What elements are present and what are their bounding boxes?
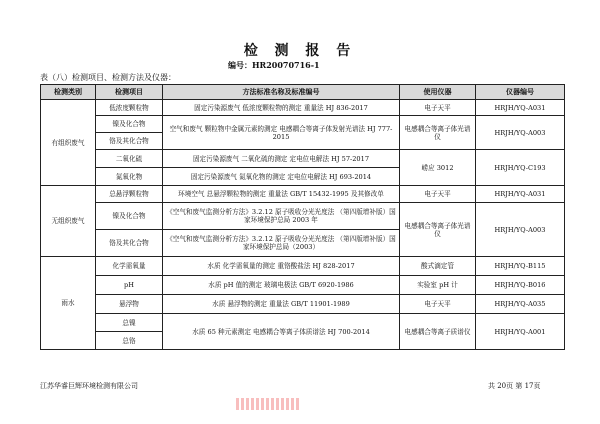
code-cell: HRJH/YQ-A031 [476,186,565,203]
code-cell: HRJH/YQ-B016 [476,276,565,295]
category-cell: 雨水 [41,257,96,350]
method-cell: 水质 pH 值的测定 玻璃电极法 GB/T 6920-1986 [163,276,400,295]
table-row [41,116,565,133]
category-cell: 有组织废气 [41,100,96,186]
method-cell: 水质 悬浮物的测定 重量法 GB/T 11901-1989 [163,295,400,314]
instrument-cell: 电感耦合等离子体光谱仪 [400,116,476,150]
header-instrument: 使用仪器 [400,85,476,100]
header-code: 仪器编号 [476,85,565,100]
section-title: 表（八）检测项目、检测方法及仪器： [40,73,176,82]
code-cell: HRJH/YQ-A031 [476,100,565,116]
item-cell: 镍及化合物 [96,203,163,230]
table-row [41,314,565,332]
code-cell: HRJH/YQ-A001 [476,314,565,350]
instrument-cell: 电感耦合等离子质谱仪 [400,314,476,350]
method-cell: 《空气和废气监测分析方法》3.2.12 原子吸收分光光度法 （第四版增补版）国家环境保护总局 2003 年 [163,203,400,230]
code-cell: HRJH/YQ-B115 [476,257,565,276]
page-number: 共 20页 第 17页 [488,382,541,390]
method-table [40,84,565,350]
method-cell: 空气和废气 颗粒物中金属元素的测定 电感耦合等离子体发射光谱法 HJ 777-2015 [163,116,400,150]
instrument-cell: 电感耦合等离子体光谱仪 [400,203,476,257]
method-cell: 固定污染源废气 二氧化硫的测定 定电位电解法 HJ 57-2017 [163,150,400,168]
instrument-cell: 电子天平 [400,186,476,203]
method-cell: 固定污染源废气 低浓度颗粒物的测定 重量法 HJ 836-2017 [163,100,400,116]
code-cell: HRJH/YQ-A035 [476,295,565,314]
header-item: 检测项目 [96,85,163,100]
code-cell: HRJH/YQ-A003 [476,203,565,257]
table-header-row [41,85,565,100]
item-cell: 低浓度颗粒物 [96,100,163,116]
method-cell: 水质 化学需氧量的测定 重铬酸盐法 HJ 828-2017 [163,257,400,276]
category-cell: 无组织废气 [41,186,96,257]
item-cell: 总悬浮颗粒物 [96,186,163,203]
item-cell: 镍及化合物 [96,116,163,133]
seal-stamp [236,398,300,410]
table-row [41,295,565,314]
table-row [41,276,565,295]
method-cell: 环境空气 总悬浮颗粒物的测定 重量法 GB/T 15432-1995 及其修改单 [163,186,400,203]
table-row [41,150,565,168]
item-cell: 铬及其化合物 [96,133,163,150]
item-cell: 二氧化硫 [96,150,163,168]
method-cell: 固定污染源废气 氮氧化物的测定 定电位电解法 HJ 693-2014 [163,168,400,186]
report-number: 编号：HR20070716-1 [228,60,320,70]
item-cell: 铬及其化合物 [96,230,163,257]
item-cell: 悬浮物 [96,295,163,314]
table-row [41,203,565,230]
method-cell: 《空气和废气监测分析方法》3.2.12 原子吸收分光光度法 （第四版增补版）国家环境保护总局（2003） [163,230,400,257]
header-method: 方法标准名称及标准编号 [163,85,400,100]
instrument-cell: 酸式滴定管 [400,257,476,276]
report-title: 检 测 报 告 [243,43,357,59]
item-cell: 总铬 [96,332,163,350]
method-cell: 水质 65 种元素测定 电感耦合等离子体质谱法 HJ 700-2014 [163,314,400,350]
instrument-cell: 实验室 pH 计 [400,276,476,295]
code-cell: HRJH/YQ-A003 [476,116,565,150]
table-row [41,186,565,203]
item-cell: pH [96,276,163,295]
code-cell: HRJH/YQ-C193 [476,150,565,186]
instrument-cell: 崂应 3012 [400,150,476,186]
header-category: 检测类别 [41,85,96,100]
table-row [41,100,565,116]
item-cell: 总镍 [96,314,163,332]
instrument-cell: 电子天平 [400,295,476,314]
table-row [41,257,565,276]
company-name: 江苏华睿巨辉环境检测有限公司 [40,382,138,390]
item-cell: 氮氧化物 [96,168,163,186]
item-cell: 化学需氧量 [96,257,163,276]
instrument-cell: 电子天平 [400,100,476,116]
